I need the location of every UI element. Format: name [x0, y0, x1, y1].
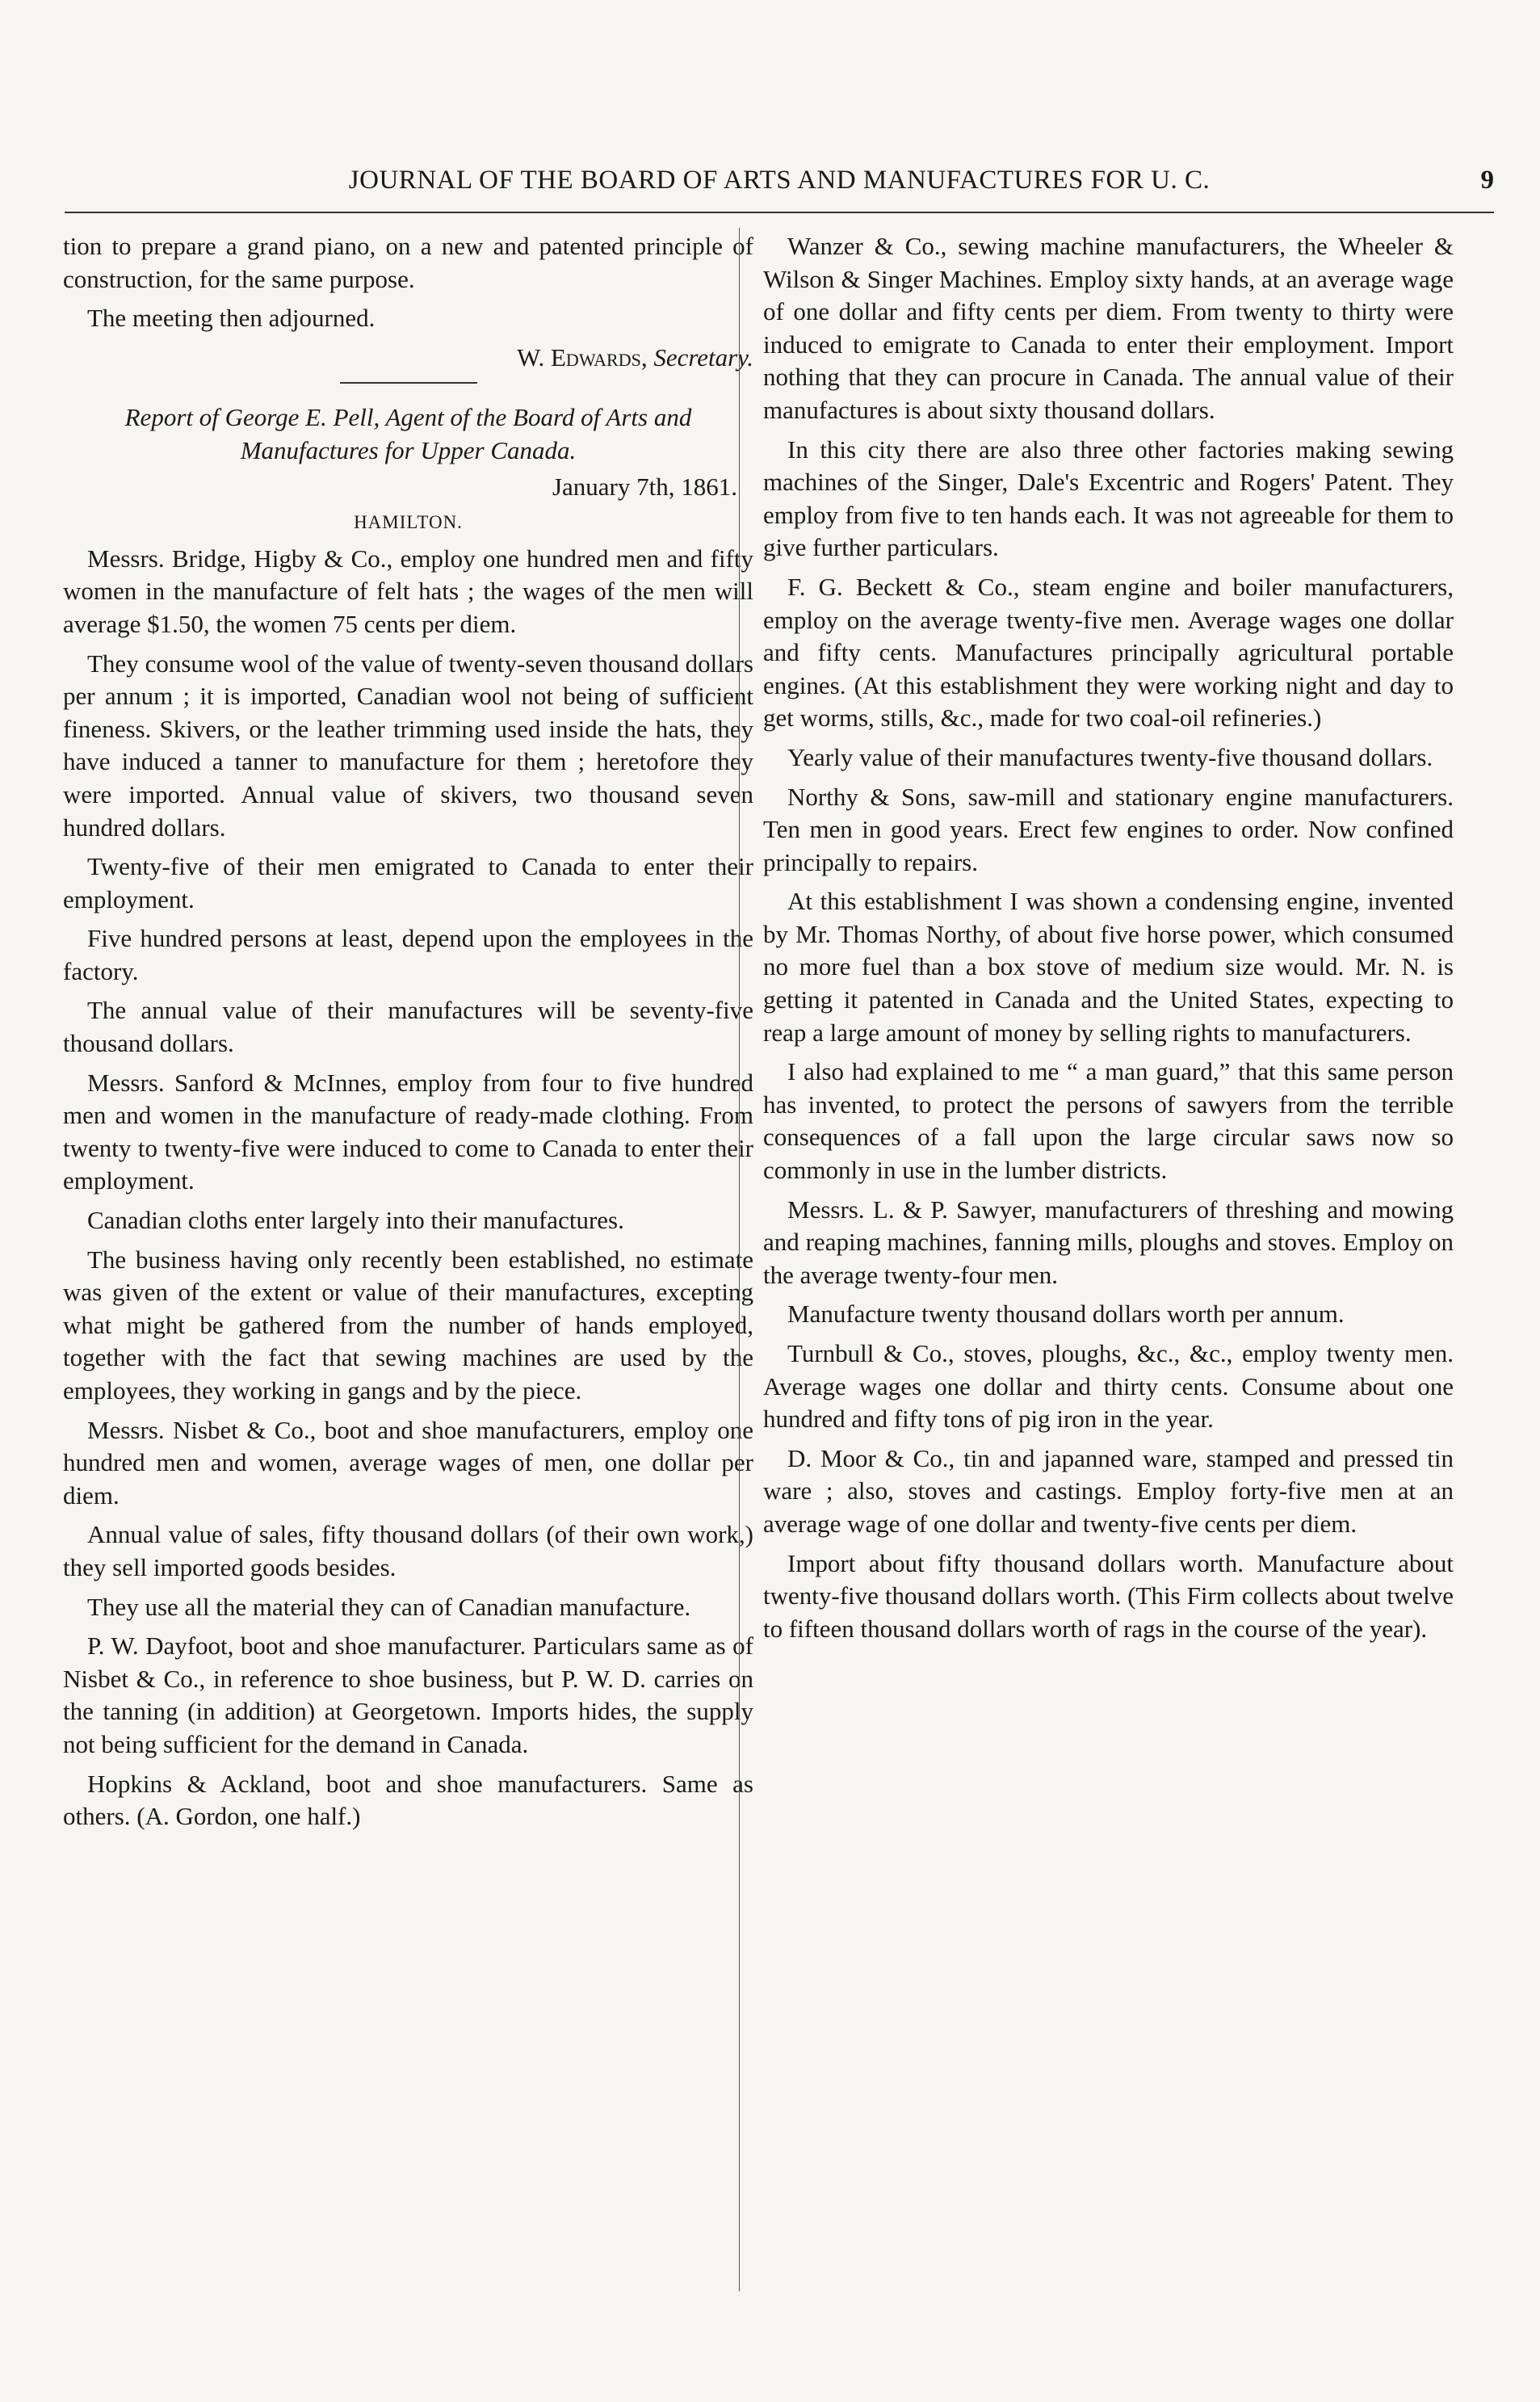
section-rule [340, 382, 477, 384]
signature-name: W. Edwards, [517, 342, 648, 372]
column-divider [739, 228, 740, 2291]
report-date: January 7th, 1861. [552, 472, 737, 501]
paragraph: tion to prepare a grand piano, on a new and patented principle of construction, for the same purpose. [63, 232, 753, 293]
paragraph: Twenty-five of their men emigrated to Canada to enter their employment. [63, 852, 753, 913]
paragraph: Northy & Sons, saw-mill and stationary engine manufacturers. Ten men in good years. Erect few engines to order. Now confined principally to repairs. [763, 782, 1454, 876]
paragraph: The annual value of their manufactures will be seventy-five thousand dollars. [63, 996, 753, 1058]
running-head: JOURNAL OF THE BOARD OF ARTS AND MANUFACTURES FOR U. C. [348, 166, 1211, 195]
paragraph: Import about fifty thousand dollars worth. Manufacture about twenty-five thousand dollars worth. (This Firm collects about twelve to fifteen thousand dollars worth of rags in the course of the year). [763, 1548, 1454, 1643]
paragraph: Manufacture twenty thousand dollars worth per annum. [787, 1300, 1345, 1329]
header-rule [65, 212, 1494, 213]
paragraph: Yearly value of their manufactures twenty-five thousand dollars. [787, 742, 1433, 771]
paragraph: The business having only recently been established, no estimate was given of the extent or value of their manufactures, excepting what might be gathered from the number of hands employed, together with the fact that sewing machines are used by the employees, they working in gangs and by the piece. [63, 1245, 753, 1405]
paragraph: Hopkins & Ackland, boot and shoe manufacturers. Same as others. (A. Gordon, one half.) [63, 1769, 753, 1831]
left-column [63, 230, 753, 1840]
paragraph: Turnbull & Co., stoves, ploughs, &c., &c., employ twenty men. Average wages one dollar and thirty cents. Consume about one hundred and fifty tons of pig iron in the year. [763, 1339, 1454, 1434]
paragraph: P. W. Dayfoot, boot and shoe manufacturer. Particulars same as of Nisbet & Co., in reference to shoe business, but P. W. D. carries on the tanning (in addition) at Georgetown. Imports hides, the supply not being sufficient for the demand in Canada. [63, 1631, 753, 1758]
paragraph: The meeting then adjourned. [87, 304, 376, 333]
paragraph: Messrs. Nisbet & Co., boot and shoe manufacturers, employ one hundred men and women, average wages of men, one dollar per diem. [63, 1415, 753, 1510]
signature-title: Secretary. [653, 342, 753, 372]
paragraph: Messrs. Bridge, Higby & Co., employ one hundred men and fifty women in the manufacture of felt hats ; the wages of the men will average $1.50, the women 75 cents per diem. [63, 544, 753, 638]
paragraph: They consume wool of the value of twenty-seven thousand dollars per annum ; it is imported, Canadian wool not being of sufficient fineness. Skivers, or the leather trimming used inside the hats, they have induced a tanner to manufacture for them ; heretofore they were imported. Annual value of skivers, two thousand seven hundred dollars. [63, 649, 753, 842]
paragraph: Five hundred persons at least, depend upon the employees in the factory. [63, 924, 753, 985]
paragraph: Wanzer & Co., sewing machine manufacturers, the Wheeler & Wilson & Singer Machines. Employ sixty hands, at an average wage of one dollar and fifty cents per diem. From twenty to thirty were induced to emigrate to Canada to enter their employment. Import nothing that they can procure in Canada. The annual value of their manufactures is about sixty thousand dollars. [763, 232, 1454, 424]
report-title: Report of George E. Pell, Agent of the Board of Arts and Manufactures for Upper Canada. [124, 403, 692, 464]
paragraph: Messrs. Sanford & McInnes, employ from four to five hundred men and women in the manufacture of ready-made clothing. From twenty to twenty-five were induced to come to Canada to enter their employment. [63, 1068, 753, 1195]
paragraph: At this establishment I was shown a condensing engine, invented by Mr. Thomas Northy, of about five horse power, which consumed no more fuel than a box stove of medium size would. Mr. N. is getting it patented in Canada and the United States, expecting to reap a large amount of money by selling rights to manufacturers. [763, 887, 1454, 1047]
paragraph: Annual value of sales, fifty thousand dollars (of their own work,) they sell imported goods besides. [63, 1520, 753, 1581]
paragraph: Messrs. L. & P. Sawyer, manufacturers of threshing and mowing and reaping machines, fanning mills, ploughs and stoves. Employ on the average twenty-four men. [763, 1195, 1454, 1289]
paragraph: D. Moor & Co., tin and japanned ware, stamped and pressed tin ware ; also, stoves and castings. Employ forty-five men at an average wage of one dollar and twenty-five cents per diem. [763, 1443, 1454, 1538]
signature [63, 342, 753, 375]
paragraph: In this city there are also three other factories making sewing machines of the Singer, Dale's Excentric and Rogers' Patent. They employ from five to ten hands each. It was not agreeable for them to give further particulars. [763, 435, 1454, 562]
page-number: 9 [1480, 166, 1494, 195]
paragraph: F. G. Beckett & Co., steam engine and boiler manufacturers, employ on the average twenty-five men. Average wages one dollar and fifty cents. Manufactures principally agricultural portable engines. (At this establishment they were working night and day to get worms, stills, &c., made for two coal-oil refineries.) [763, 572, 1454, 733]
page-header [65, 166, 1494, 198]
right-column [763, 230, 1454, 1652]
paragraph: I also had explained to me “ a man guard,” that this same person has invented, to protect the persons of sawyers from the terrible consequences of a fall upon the large circular saws now so commonly in use in the lumber districts. [763, 1057, 1454, 1185]
paragraph: They use all the material they can of Canadian manufacture. [87, 1592, 691, 1621]
place-heading: HAMILTON. [354, 512, 463, 533]
paragraph: Canadian cloths enter largely into their manufactures. [87, 1206, 624, 1235]
